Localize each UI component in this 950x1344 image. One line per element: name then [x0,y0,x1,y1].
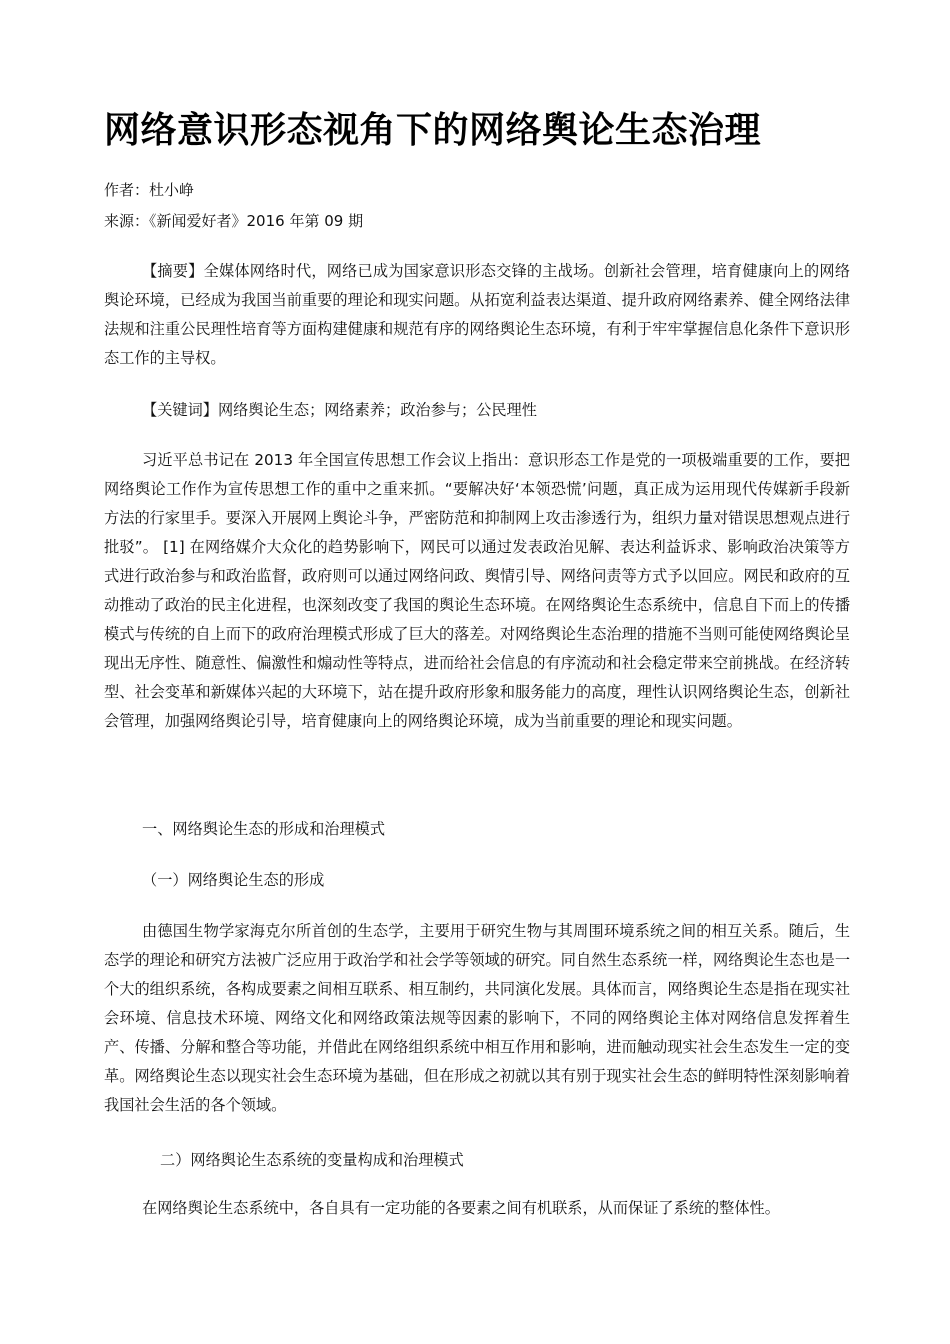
author-line: 作者：杜小峥 [104,181,195,199]
source-line: 来源：《新闻爱好者》2016 年第 09 期 [104,212,364,230]
section-1-heading: 一、网络舆论生态的形成和治理模式 [142,820,385,838]
article-title: 网络意识形态视角下的网络舆论生态治理 [104,110,762,151]
system-paragraph: 在网络舆论生态系统中，各自具有一定功能的各要素之间有机联系，从而保证了系统的整体性。 [142,1199,780,1217]
intro-paragraph: 习近平总书记在 2013 年全国宣传思想工作会议上指出：意识形态工作是党的一项极端重要的工作，要把网络舆论工作作为宣传思想工作的重中之重来抓。“要解决好‘本领恐慌’问题，真正成为运用现代传媒新手段新方法的行家里手。要深入开展网上舆论斗争，严密防范和抑制网上攻击渗透行为，组织力量对错误思想观点进行批驳”。 [1] 在网络媒介大众化的趋势影响下，网民可以通过发表政治见解、表达利益诉求、影响政治决策等方式进行政治参与和政治监督，政府则可以通过网络问政、舆情引导、网络问责等方式予以回应。网民和政府的互动推动了政治的民主化进程，也深刻改变了我国的舆论生态环境。在网络舆论生态系统中，信息自下而上的传播模式与传统的自上而下的政府治理模式形成了巨大的落差。对网络舆论生态治理的措施不当则可能使网络舆论呈现出无序性、随意性、偏激性和煽动性等特点，进而给社会信息的有序流动和社会稳定带来空前挑战。在经济转型、社会变革和新媒体兴起的大环境下，站在提升政府形象和服务能力的高度，理性认识网络舆论生态，创新社会管理，加强网络舆论引导，培育健康向上的网络舆论环境，成为当前重要的理论和现实问题。 [104,451,850,730]
keywords-paragraph: 【关键词】网络舆论生态；网络素养；政治参与；公民理性 [142,401,537,419]
subsection-1-2-heading: 二）网络舆论生态系统的变量构成和治理模式 [160,1151,464,1169]
abstract-paragraph: 【摘要】全媒体网络时代，网络已成为国家意识形态交锋的主战场。创新社会管理，培育健康向上的网络舆论环境，已经成为我国当前重要的理论和现实问题。从拓宽利益表达渠道、提升政府网络素养、健全网络法律法规和注重公民理性培育等方面构建健康和规范有序的网络舆论生态环境，有利于牢牢掌握信息化条件下意识形态工作的主导权。 [104,262,850,367]
ecology-paragraph: 由德国生物学家海克尔所首创的生态学，主要用于研究生物与其周围环境系统之间的相互关系。随后，生态学的理论和研究方法被广泛应用于政治学和社会学等领域的研究。同自然生态系统一样，网络舆论生态也是一个大的组织系统，各构成要素之间相互联系、相互制约，共同演化发展。具体而言，网络舆论生态是指在现实社会环境、信息技术环境、网络文化和网络政策法规等因素的影响下，不同的网络舆论主体对网络信息发挥着生产、传播、分解和整合等功能，并借此在网络组织系统中相互作用和影响，进而触动现实社会生态发生一定的变革。网络舆论生态以现实社会生态环境为基础，但在形成之初就以其有别于现实社会生态的鲜明特性深刻影响着我国社会生活的各个领域。 [104,922,850,1114]
subsection-1-1-heading: （一）网络舆论生态的形成 [142,871,325,889]
